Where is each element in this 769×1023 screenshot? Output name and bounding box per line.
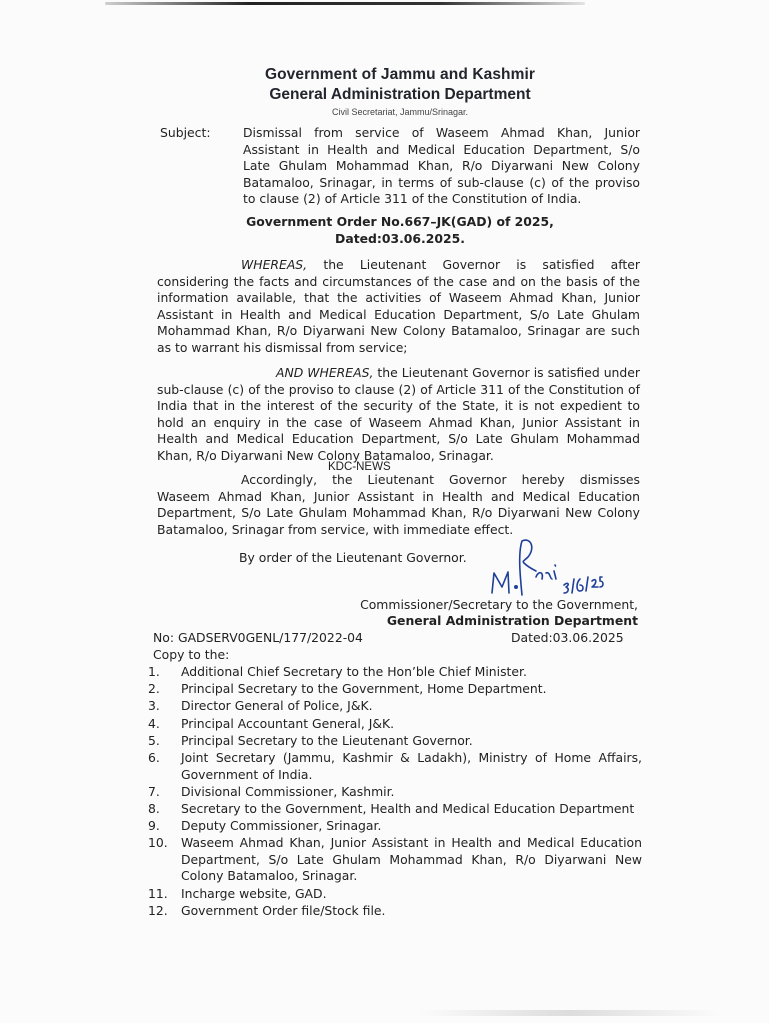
signature-stroke-ozi — [536, 565, 556, 579]
list-item — [148, 886, 642, 903]
list-item — [148, 664, 642, 681]
list-item-text: Government Order file/Stock file. — [181, 902, 386, 918]
list-item-number: 7. — [148, 783, 160, 799]
list-item — [148, 681, 642, 698]
subject-text: Dismissal from service of Waseem Ahmad Khan, Junior Assistant in Health and Medical Education Department, S/o Late Ghulam Mohammad Khan, R/o Diyarwani New Colony Batamaloo, Srinagar, in terms of sub-clause (c) of the proviso to clause (2) of Article 311 of the Constitution of India. — [243, 125, 640, 207]
order-heading — [0, 213, 769, 247]
list-item-number: 2. — [148, 681, 160, 697]
list-item-number: 5. — [148, 732, 160, 748]
subject-label: Subject: — [160, 125, 211, 140]
list-item-number: 12. — [148, 902, 168, 918]
reference-number: No: GADSERV0GENL/177/2022-04 — [153, 630, 363, 645]
list-item-number: 3. — [148, 698, 160, 714]
list-item-text: Principal Accountant General, J&K. — [181, 715, 395, 731]
signature-date — [564, 577, 603, 593]
paragraph-text: the Lieutenant Governor is satisfied after considering the facts and circumstances of the case and on the basis of the information available, that the activities of Waseem Ahmad Khan, Junior Assistant in Health and Medical Education Department, S/o Late Ghulam Mohammad Khan, R/o Diyarwani New Colony Batamaloo, Srinagar are such as to warrant his dismissal from service; — [157, 257, 640, 355]
signature-stroke-m — [492, 572, 509, 593]
list-item-text: Joint Secretary (Jammu, Kashmir & Ladakh), Ministry of Home Affairs, Government of India. — [181, 749, 642, 782]
paragraph-lead: WHEREAS, — [241, 257, 308, 272]
list-item — [148, 801, 642, 818]
signatory-department: General Administration Department — [386, 613, 638, 628]
scan-artifact — [420, 1010, 720, 1016]
watermark-text: KDC-NEWS — [328, 461, 391, 473]
list-item — [148, 835, 642, 885]
paragraph-accordingly — [157, 472, 640, 538]
list-item — [148, 903, 642, 920]
list-item — [148, 784, 642, 801]
signature-stroke-r — [520, 540, 536, 595]
list-item-number: 8. — [148, 800, 160, 816]
copy-to-label: Copy to the: — [153, 647, 230, 662]
list-item-text: Secretary to the Government, Health and Medical Education Department — [181, 800, 635, 816]
list-item-text: Deputy Commissioner, Srinagar. — [181, 818, 382, 834]
list-item-text: Additional Chief Secretary to the Hon’ble Chief Minister. — [181, 664, 527, 679]
list-item-text: Principal Secretary to the Lieutenant Governor. — [181, 732, 473, 748]
list-item — [148, 750, 642, 783]
paragraph-text: Accordingly, the Lieutenant Governor hereby dismisses Waseem Ahmad Khan, Junior Assistant in Health and Medical Education Department, S/o Late Ghulam Mohammad Khan, R/o Diyarwani New Colony Batamaloo, Srinagar from service, with immediate effect. — [157, 472, 640, 537]
copy-to-list — [148, 664, 642, 920]
list-item-number: 10. — [148, 835, 168, 851]
list-item-text: Incharge website, GAD. — [181, 885, 327, 901]
government-title: Government of Jammu and Kashmir — [264, 66, 536, 83]
list-item-number: 11. — [148, 885, 168, 901]
reference-date: Dated:03.06.2025 — [511, 630, 624, 645]
list-item — [148, 818, 642, 835]
paragraph-and-whereas — [157, 365, 640, 465]
department-title: General Administration Department — [269, 86, 531, 103]
list-item-number: 4. — [148, 715, 160, 731]
list-item-text: Principal Secretary to the Government, Home Department. — [181, 681, 547, 697]
list-item-number: 1. — [148, 664, 160, 679]
order-number: Government Order No.667–JK(GAD) of 2025, — [246, 214, 554, 229]
list-item-text: Divisional Commissioner, Kashmir. — [181, 783, 395, 799]
by-order-line: By order of the Lieutenant Governor. — [239, 550, 467, 565]
list-item — [148, 698, 642, 715]
paragraph-text: the Lieutenant Governor is satisfied under sub-clause (c) of the proviso to clause (2) of Article 311 of the Constitution of India that in the interest of the security of the State, it is not expedient to hold an enquiry in the case of Waseem Ahmad Khan, Junior Assistant in Health and Medical Education Department, S/o Late Ghulam Mohammad Khan, R/o Diyarwani New Colony Batamaloo, Srinagar. — [157, 365, 640, 463]
scan-edge-line — [105, 2, 585, 5]
list-item-text: Director General of Police, J&K. — [181, 698, 373, 714]
order-date: Dated:03.06.2025. — [335, 231, 465, 246]
address-line: Civil Secretariat, Jammu/Srinagar. — [331, 107, 469, 117]
list-item — [148, 716, 642, 733]
handwritten-signature — [480, 535, 620, 600]
paragraph-whereas — [157, 257, 640, 357]
list-item-number: 6. — [148, 749, 160, 765]
paragraph-lead: AND WHEREAS, — [276, 365, 374, 380]
list-item-number: 9. — [148, 818, 160, 834]
list-item — [148, 733, 642, 750]
signatory-title: Commissioner/Secretary to the Government, — [360, 597, 638, 612]
list-item-text: Waseem Ahmad Khan, Junior Assistant in Health and Medical Education Department, S/o Late Ghulam Mohammad Khan, R/o Diyarwani New Colony Batamaloo, Srinagar. — [181, 835, 642, 884]
